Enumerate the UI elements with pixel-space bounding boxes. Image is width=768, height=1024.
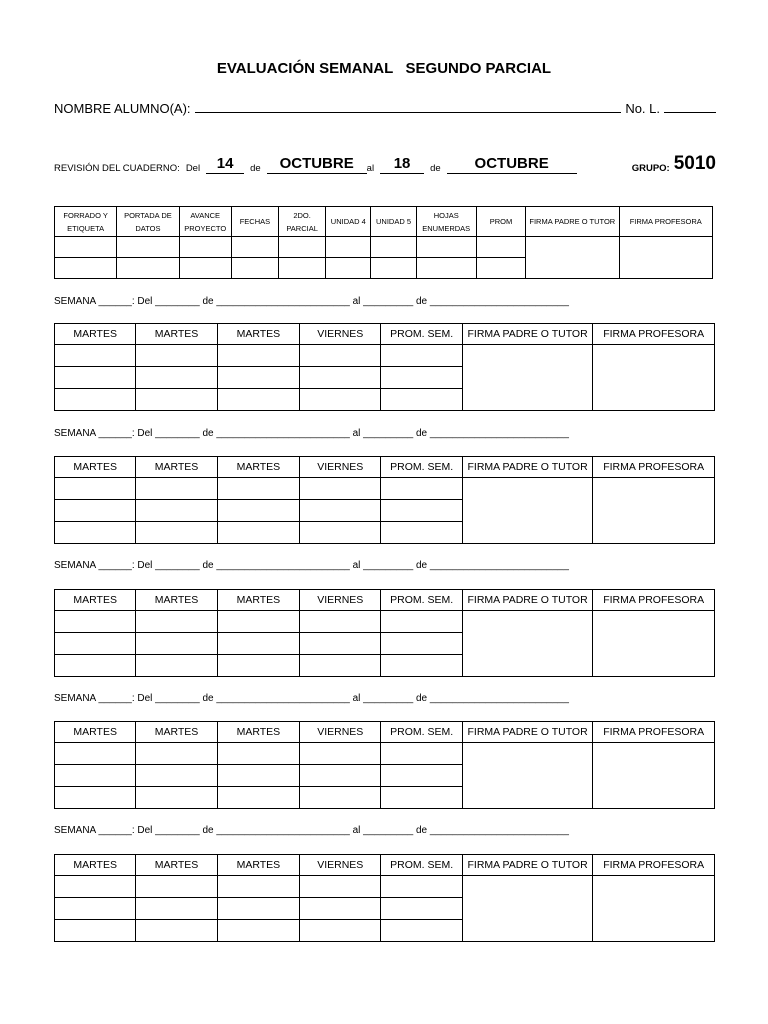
header-cell: PROM. SEM. xyxy=(381,590,462,611)
entry-cell[interactable] xyxy=(381,920,462,942)
signature-cell[interactable] xyxy=(593,611,715,677)
entry-cell[interactable] xyxy=(217,478,299,500)
week-label: SEMANA ______: Del ________ de ________________________ al _________ de _________________________ xyxy=(54,296,569,307)
header-cell: MARTES xyxy=(55,855,136,876)
student-name-field[interactable] xyxy=(195,100,622,113)
notebook-review-table xyxy=(54,206,713,279)
week-table xyxy=(54,854,715,942)
entry-cell[interactable] xyxy=(231,237,278,258)
entry-cell[interactable] xyxy=(326,258,371,279)
entry-cell[interactable] xyxy=(217,367,299,389)
week-label: SEMANA ______: Del ________ de ________________________ al _________ de _________________________ xyxy=(54,560,569,571)
entry-cell[interactable] xyxy=(217,876,299,898)
entry-cell[interactable] xyxy=(136,611,217,633)
entry-cell[interactable] xyxy=(55,920,136,942)
header-cell: MARTES xyxy=(136,324,217,345)
header-cell: AVANCE PROYECTO xyxy=(179,207,231,237)
entry-cell[interactable] xyxy=(381,787,462,809)
entry-cell[interactable] xyxy=(55,345,136,367)
entry-cell[interactable] xyxy=(55,876,136,898)
signature-cell[interactable] xyxy=(593,478,715,544)
entry-cell[interactable] xyxy=(381,898,462,920)
entry-cell[interactable] xyxy=(217,500,299,522)
entry-cell[interactable] xyxy=(326,237,371,258)
group-value: 5010 xyxy=(673,153,716,174)
month-to-field[interactable]: OCTUBRE xyxy=(447,155,577,174)
entry-cell[interactable] xyxy=(55,787,136,809)
entry-cell[interactable] xyxy=(136,655,217,677)
week-label: SEMANA ______: Del ________ de ________________________ al _________ de _________________________ xyxy=(54,693,569,704)
entry-cell[interactable] xyxy=(136,522,217,544)
header-cell: HOJAS ENUMERDAS xyxy=(416,207,476,237)
entry-cell[interactable] xyxy=(381,655,462,677)
entry-cell[interactable] xyxy=(136,389,217,411)
header-cell: FORRADO Y ETIQUETA xyxy=(55,207,117,237)
week-table xyxy=(54,456,715,544)
signature-cell[interactable] xyxy=(619,237,712,279)
entry-cell[interactable] xyxy=(300,389,381,411)
header-cell: MARTES xyxy=(217,722,299,743)
entry-cell[interactable] xyxy=(55,500,136,522)
entry-cell[interactable] xyxy=(300,787,381,809)
entry-cell[interactable] xyxy=(476,258,525,279)
header-cell: VIERNES xyxy=(300,722,381,743)
entry-cell[interactable] xyxy=(217,898,299,920)
entry-cell[interactable] xyxy=(55,633,136,655)
entry-cell[interactable] xyxy=(217,920,299,942)
de-label-1: de xyxy=(250,163,261,174)
header-cell: VIERNES xyxy=(300,590,381,611)
header-cell: PROM. SEM. xyxy=(381,855,462,876)
header-cell: PORTADA DE DATOS xyxy=(117,207,179,237)
entry-cell[interactable] xyxy=(416,258,476,279)
header-cell: VIERNES xyxy=(300,324,381,345)
header-cell: MARTES xyxy=(136,722,217,743)
entry-cell[interactable] xyxy=(136,478,217,500)
header-cell: MARTES xyxy=(217,324,299,345)
entry-cell[interactable] xyxy=(300,633,381,655)
entry-cell[interactable] xyxy=(136,876,217,898)
entry-cell[interactable] xyxy=(381,633,462,655)
header-cell: FIRMA PROFESORA xyxy=(593,855,715,876)
entry-cell[interactable] xyxy=(136,743,217,765)
al-label: al xyxy=(366,163,375,174)
header-cell: UNIDAD 4 xyxy=(326,207,371,237)
entry-cell[interactable] xyxy=(300,522,381,544)
header-cell: MARTES xyxy=(217,855,299,876)
header-cell: FIRMA PADRE O TUTOR xyxy=(462,590,593,611)
entry-cell[interactable] xyxy=(279,258,326,279)
entry-cell[interactable] xyxy=(279,237,326,258)
month-from-field[interactable]: OCTUBRE xyxy=(267,155,367,174)
entry-cell[interactable] xyxy=(179,237,231,258)
entry-cell[interactable] xyxy=(217,633,299,655)
header-cell: 2DO. PARCIAL xyxy=(279,207,326,237)
entry-cell[interactable] xyxy=(55,522,136,544)
entry-cell[interactable] xyxy=(136,633,217,655)
header-cell: PROM. SEM. xyxy=(381,722,462,743)
day-from-field[interactable]: 14 xyxy=(206,155,244,174)
entry-cell[interactable] xyxy=(300,765,381,787)
header-cell: FIRMA PADRE O TUTOR xyxy=(462,324,593,345)
student-name-label: NOMBRE ALUMNO(A): xyxy=(54,101,191,116)
header-cell: PROM xyxy=(476,207,525,237)
entry-cell[interactable] xyxy=(381,876,462,898)
student-name-row xyxy=(54,100,716,116)
entry-cell[interactable] xyxy=(117,237,179,258)
de-label-2: de xyxy=(430,163,441,174)
header-cell: FIRMA PROFESORA xyxy=(593,457,715,478)
entry-cell[interactable] xyxy=(117,258,179,279)
week-table xyxy=(54,721,715,809)
entry-cell[interactable] xyxy=(55,611,136,633)
signature-cell[interactable] xyxy=(526,237,619,279)
entry-cell[interactable] xyxy=(217,787,299,809)
entry-cell[interactable] xyxy=(300,920,381,942)
header-cell: MARTES xyxy=(55,590,136,611)
week-label: SEMANA ______: Del ________ de ________________________ al _________ de _________________________ xyxy=(54,428,569,439)
entry-cell[interactable] xyxy=(476,237,525,258)
entry-cell[interactable] xyxy=(217,655,299,677)
signature-cell[interactable] xyxy=(462,611,593,677)
entry-cell[interactable] xyxy=(55,655,136,677)
entry-cell[interactable] xyxy=(136,920,217,942)
entry-cell[interactable] xyxy=(55,478,136,500)
entry-cell[interactable] xyxy=(136,787,217,809)
entry-cell[interactable] xyxy=(55,898,136,920)
entry-cell[interactable] xyxy=(179,258,231,279)
day-to-field[interactable]: 18 xyxy=(380,155,424,174)
header-cell: FIRMA PROFESORA xyxy=(593,722,715,743)
signature-cell[interactable] xyxy=(593,345,715,411)
header-cell: VIERNES xyxy=(300,457,381,478)
entry-cell[interactable] xyxy=(300,655,381,677)
header-cell: VIERNES xyxy=(300,855,381,876)
entry-cell[interactable] xyxy=(217,743,299,765)
entry-cell[interactable] xyxy=(300,611,381,633)
entry-cell[interactable] xyxy=(300,876,381,898)
list-number-field[interactable] xyxy=(664,100,716,113)
header-cell: FIRMA PADRE O TUTOR xyxy=(462,855,593,876)
header-cell: MARTES xyxy=(217,590,299,611)
notebook-review-row xyxy=(54,154,716,174)
entry-cell[interactable] xyxy=(217,765,299,787)
entry-cell[interactable] xyxy=(136,765,217,787)
del-label: Del xyxy=(185,163,201,174)
list-number-label: No. L. xyxy=(625,101,660,116)
entry-cell[interactable] xyxy=(300,500,381,522)
review-label: REVISIÓN DEL CUADERNO: xyxy=(54,163,180,174)
entry-cell[interactable] xyxy=(136,345,217,367)
header-cell: MARTES xyxy=(55,324,136,345)
entry-cell[interactable] xyxy=(136,898,217,920)
entry-cell[interactable] xyxy=(381,765,462,787)
entry-cell[interactable] xyxy=(371,258,416,279)
header-cell: FIRMA PADRE O TUTOR xyxy=(462,722,593,743)
entry-cell[interactable] xyxy=(300,367,381,389)
header-cell: FIRMA PROFESORA xyxy=(593,324,715,345)
group-label: GRUPO: xyxy=(631,163,670,174)
entry-cell[interactable] xyxy=(381,522,462,544)
entry-cell[interactable] xyxy=(217,389,299,411)
entry-cell[interactable] xyxy=(217,611,299,633)
page-title: EVALUACIÓN SEMANAL SEGUNDO PARCIAL xyxy=(216,60,552,77)
week-label: SEMANA ______: Del ________ de ________________________ al _________ de _________________________ xyxy=(54,825,569,836)
header-cell: MARTES xyxy=(136,590,217,611)
week-table xyxy=(54,323,715,411)
entry-cell[interactable] xyxy=(381,500,462,522)
header-cell: PROM. SEM. xyxy=(381,457,462,478)
entry-cell[interactable] xyxy=(371,237,416,258)
entry-cell[interactable] xyxy=(381,743,462,765)
header-cell: MARTES xyxy=(136,855,217,876)
header-cell: PROM. SEM. xyxy=(381,324,462,345)
week-table xyxy=(54,589,715,677)
signature-cell[interactable] xyxy=(593,743,715,809)
entry-cell[interactable] xyxy=(55,765,136,787)
header-cell: FIRMA PROFESORA xyxy=(619,207,712,237)
signature-cell[interactable] xyxy=(462,478,593,544)
header-cell: FIRMA PROFESORA xyxy=(593,590,715,611)
entry-cell[interactable] xyxy=(381,478,462,500)
entry-cell[interactable] xyxy=(300,898,381,920)
header-cell: FIRMA PADRE O TUTOR xyxy=(462,457,593,478)
header-cell: MARTES xyxy=(217,457,299,478)
entry-cell[interactable] xyxy=(55,389,136,411)
entry-cell[interactable] xyxy=(300,478,381,500)
header-cell: UNIDAD 5 xyxy=(371,207,416,237)
header-cell: FIRMA PADRE O TUTOR xyxy=(526,207,619,237)
header-cell: FECHAS xyxy=(231,207,278,237)
header-cell: MARTES xyxy=(136,457,217,478)
entry-cell[interactable] xyxy=(381,367,462,389)
entry-cell[interactable] xyxy=(300,345,381,367)
signature-cell[interactable] xyxy=(462,876,593,942)
entry-cell[interactable] xyxy=(416,237,476,258)
entry-cell[interactable] xyxy=(217,522,299,544)
entry-cell[interactable] xyxy=(300,743,381,765)
signature-cell[interactable] xyxy=(593,876,715,942)
entry-cell[interactable] xyxy=(231,258,278,279)
entry-cell[interactable] xyxy=(55,258,117,279)
entry-cell[interactable] xyxy=(136,500,217,522)
entry-cell[interactable] xyxy=(381,611,462,633)
signature-cell[interactable] xyxy=(462,345,593,411)
entry-cell[interactable] xyxy=(381,345,462,367)
entry-cell[interactable] xyxy=(217,345,299,367)
entry-cell[interactable] xyxy=(55,367,136,389)
signature-cell[interactable] xyxy=(462,743,593,809)
entry-cell[interactable] xyxy=(381,389,462,411)
entry-cell[interactable] xyxy=(55,743,136,765)
header-cell: MARTES xyxy=(55,722,136,743)
header-cell: MARTES xyxy=(55,457,136,478)
entry-cell[interactable] xyxy=(55,237,117,258)
entry-cell[interactable] xyxy=(136,367,217,389)
